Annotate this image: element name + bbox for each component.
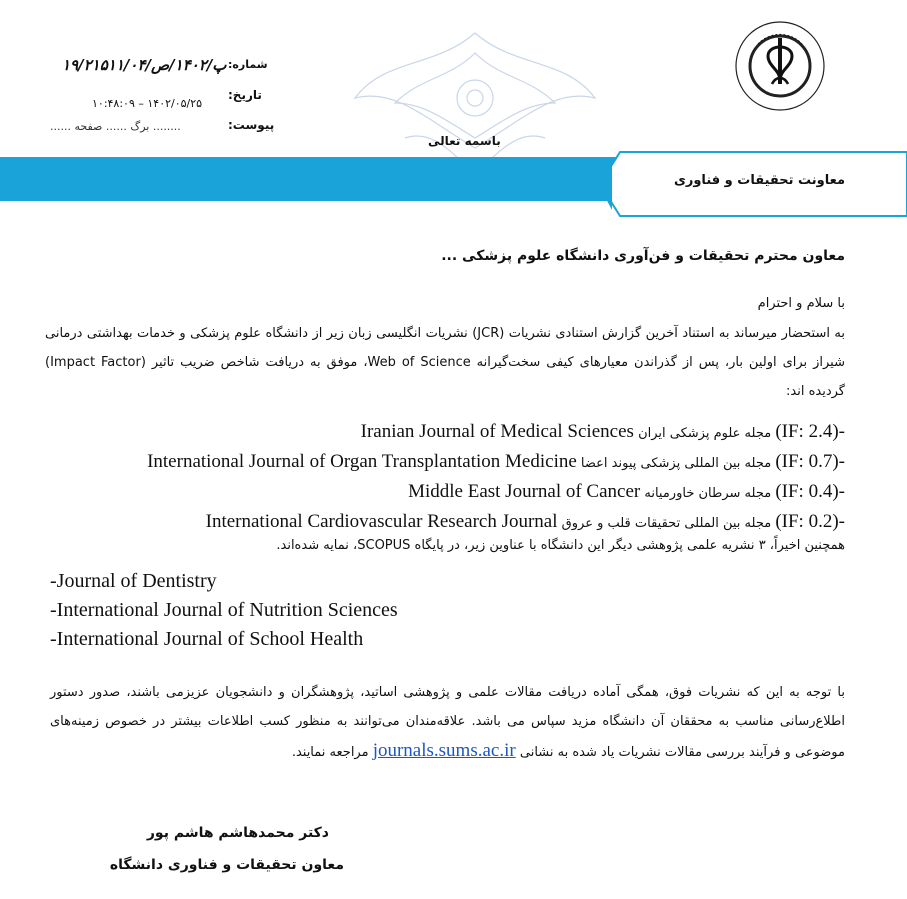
journal-title-en: International Cardiovascular Research Journal	[205, 511, 558, 532]
jcr-journal-row	[50, 417, 845, 449]
greeting: با سلام و احترام	[757, 296, 845, 311]
letter-date: ۱۴۰۲/۰۵/۲۵ – ۱۰:۴۸:۰۹	[92, 97, 203, 110]
basmala: باسمه تعالی	[428, 134, 501, 148]
journals-website-link[interactable]: journals.sums.ac.ir	[372, 740, 516, 761]
jcr-journal-row	[50, 447, 845, 479]
scopus-intro: همچنین اخیراً، ۳ نشریه علمی پژوهشی دیگر این دانشگاه با عناوین زیر، در پایگاه SCOPUS، نمایه شده‌اند.	[276, 538, 845, 553]
letter-number-label: شماره:	[228, 58, 268, 71]
journal-impact-factor: (IF: 0.7)	[775, 451, 839, 472]
journal-title-en: Iranian Journal of Medical Sciences	[360, 421, 634, 442]
journal-title-fa: مجله بین المللی تحقیقات قلب و عروق	[561, 516, 772, 531]
journal-impact-factor: (IF: 2.4)	[775, 421, 839, 442]
scopus-journal-item: -International Journal of Nutrition Sciences	[50, 599, 398, 621]
journal-title-fa: مجله علوم پزشکی ایران	[638, 426, 772, 441]
journal-prefix: -	[838, 511, 845, 532]
decorative-ornament	[345, 28, 605, 178]
university-logo-icon	[728, 14, 832, 118]
intro-paragraph: به استحضار میرساند به استناد آخرین گزارش استنادی نشریات (JCR) نشریات انگلیسی زبان زیر از دانشگاه علوم پزشکی و خدمات بهداشتی درمانی شیراز برای اولین بار، پس از گذراندن معیارهای کیفی سخت‌گیرانه Web of Science، موفق به دریافت شاخص ضریب تاثیر (Impact Factor) گردیده اند:	[45, 326, 845, 399]
closing-paragraph	[50, 678, 845, 767]
letter-date-label: تاریخ:	[228, 88, 262, 102]
journal-title-en: Middle East Journal of Cancer	[408, 481, 641, 502]
scopus-journal-item: -International Journal of School Health	[50, 628, 364, 650]
journal-impact-factor: (IF: 0.4)	[775, 481, 839, 502]
jcr-journal-row	[50, 477, 845, 509]
closing-text: با توجه به این که نشریات فوق، همگی آماده دریافت مقالات علمی و پژوهشی اساتید، پژوهشگران و دانشجویان عزیزمی باشند، صدور دستور اطلاع‌رسانی مناسب به محققان آن دانشگاه مزید سپاس می باشد. علاقه‌مندان می‌توانند به منظور کسب اطلاعات بیشتر در خصوص زمینه‌های موضوعی و فرآیند بررسی مقالات نشریات یاد شده به نشانی	[50, 685, 845, 760]
journal-prefix: -	[838, 451, 845, 472]
attachment-line: ........ برگ ...... صفحه ......	[50, 120, 181, 133]
letter-number: ۱۹/۲۱۵۱۱/۰۴/پ/۱۴۰۲/ص	[62, 56, 227, 74]
journal-title-en: International Journal of Organ Transplantation Medicine	[147, 451, 577, 472]
journal-title-fa: مجله بین المللی پزشکی پیوند اعضا	[580, 456, 772, 471]
attachment-label: پیوست:	[228, 118, 275, 132]
journal-prefix: -	[838, 421, 845, 442]
scopus-journal-item: -Journal of Dentistry	[50, 570, 217, 592]
header-banner	[0, 157, 640, 201]
salutation-heading: معاون محترم تحقیقات و فن‌آوری دانشگاه علوم پزشکی ...	[441, 248, 845, 264]
journal-impact-factor: (IF: 0.2)	[775, 511, 839, 532]
journal-title-fa: مجله سرطان خاورمیانه	[644, 486, 772, 501]
letter-number-row	[62, 55, 226, 74]
signatory-title: معاون تحقیقات و فناوری دانشگاه	[109, 857, 344, 873]
closing-text-end: مراجعه نمایند.	[291, 745, 369, 760]
jcr-journal-row	[50, 507, 845, 539]
signatory-name: دکتر محمدهاشم هاشم پور	[146, 825, 329, 841]
department-name: معاونت تحقیقات و فناوری	[673, 173, 845, 188]
journal-prefix: -	[838, 481, 845, 502]
